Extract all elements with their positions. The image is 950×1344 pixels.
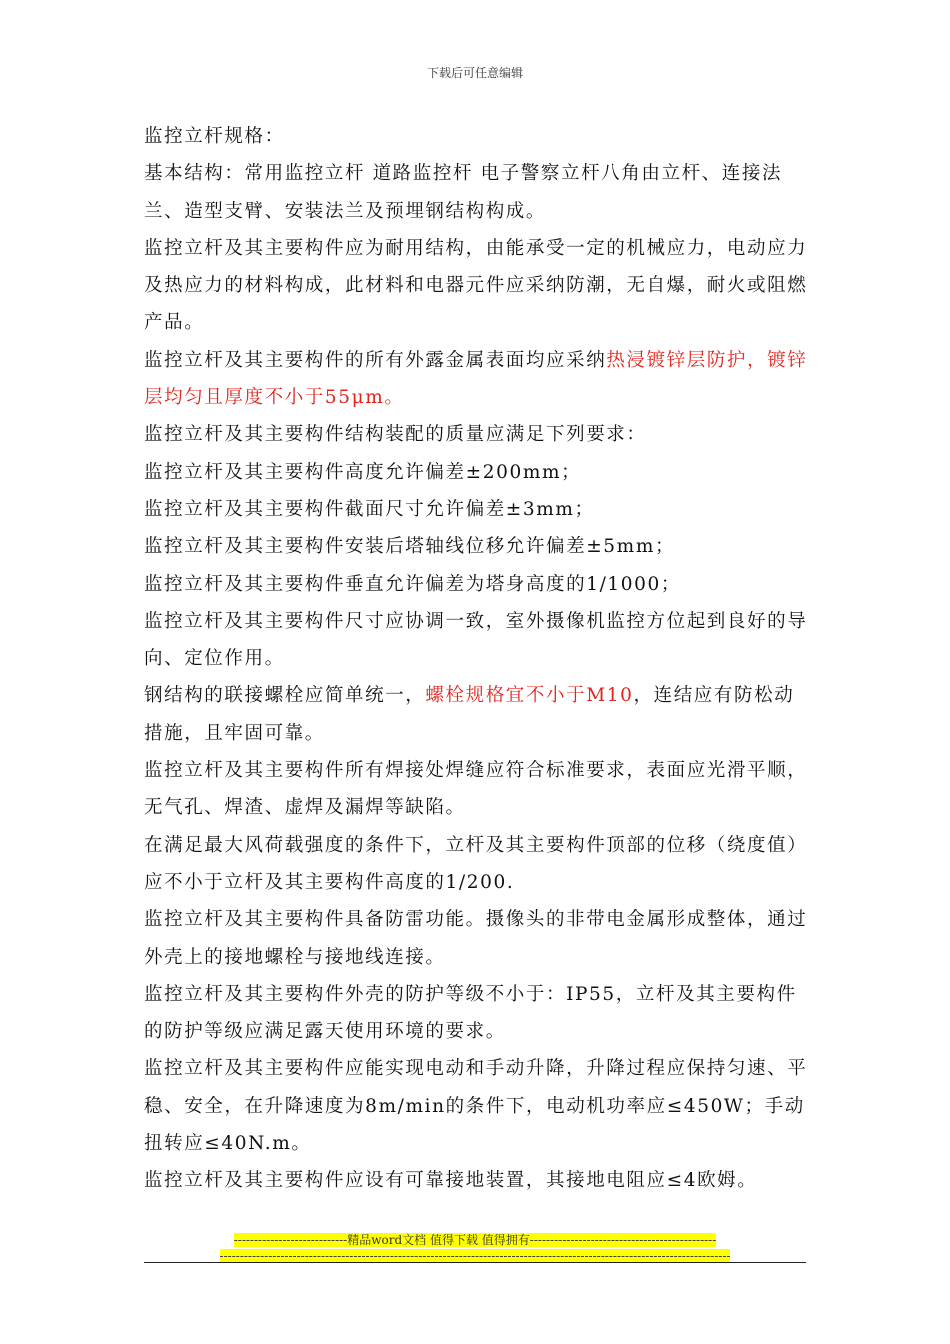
footer-banner-text: ----------------------------精品word文档 值得下载 值得拥有---------------------------------------------- [233, 1233, 717, 1247]
paragraph: 监控立杆及其主要构件安装后塔轴线位移允许偏差±5mm； [144, 536, 676, 558]
paragraph: 监控立杆规格： [144, 126, 285, 147]
paragraph: 监控立杆及其主要构件外壳的防护等级不小于：IP55，立杆及其主要构件的防护等级应满足露天使用环境的要求。 [144, 983, 797, 1043]
highlighted-text: 热浸镀锌层防护，镀锌层均匀且厚度不小于55μm。 [144, 349, 808, 409]
footer-dash-text: ------------------------------------------------------------------------------------------------------------------------------ [219, 1249, 731, 1263]
paragraph: 监控立杆及其主要构件应为耐用结构，由能承受一定的机械应力，电动应力及热应力的材料构成，此材料和电器元件应采纳防潮，无自爆，耐火或阻燃产品。 [144, 237, 808, 334]
paragraph: 监控立杆及其主要构件应设有可靠接地装置，其接地电阻应≤4欧姆。 [144, 1170, 758, 1192]
paragraph [144, 342, 812, 417]
paragraph: 监控立杆及其主要构件高度允许偏差±200mm； [144, 461, 582, 483]
paragraph: 监控立杆及其主要构件具备防雷功能。摄像头的非带电金属形成整体，通过外壳上的接地螺栓与接地线连接。 [144, 909, 808, 968]
paragraph: 在满足最大风荷载强度的条件下，立杆及其主要构件顶部的位移（绕度值）应不小于立杆及其主要构件高度的1/200. [144, 834, 808, 893]
paragraph-text: 钢结构的联接螺栓应简单统一， [144, 685, 426, 707]
page-header: 下载后可任意编辑 [426, 66, 523, 80]
paragraph: 监控立杆及其主要构件应能实现电动和手动升降，升降过程应保持匀速、平稳、安全，在升降速度为8m/min的条件下，电动机功率应≤450W；手动扭转应≤40N.m。 [144, 1058, 808, 1155]
paragraph: 监控立杆及其主要构件所有焊接处焊缝应符合标准要求，表面应光滑平顺，无气孔、焊渣、虚焊及漏焊等缺陷。 [144, 760, 808, 819]
paragraph: 监控立杆及其主要构件截面尺寸允许偏差±3mm； [144, 498, 595, 520]
paragraph: 监控立杆及其主要构件尺寸应协调一致，室外摄像机监控方位起到良好的导向、定位作用。 [144, 610, 808, 670]
document-body [144, 118, 812, 1200]
paragraph [144, 677, 812, 752]
paragraph: 基本结构：常用监控立杆 道路监控杆 电子警察立杆八角由立杆、连接法兰、造型支臂、安装法兰及预埋钢结构构成。 [144, 163, 783, 222]
footer-divider [144, 1262, 806, 1263]
paragraph: 监控立杆及其主要构件结构装配的质量应满足下列要求： [144, 424, 647, 446]
paragraph-text: ，连结应有防松动措施，且牢固可靠。 [144, 685, 795, 744]
highlighted-text: 螺栓规格宜不小于M10 [425, 685, 634, 707]
paragraph: 监控立杆及其主要构件垂直允许偏差为塔身高度的1/1000； [144, 573, 681, 595]
paragraph-text: 监控立杆及其主要构件的所有外露金属表面均应采纳 [144, 349, 607, 371]
